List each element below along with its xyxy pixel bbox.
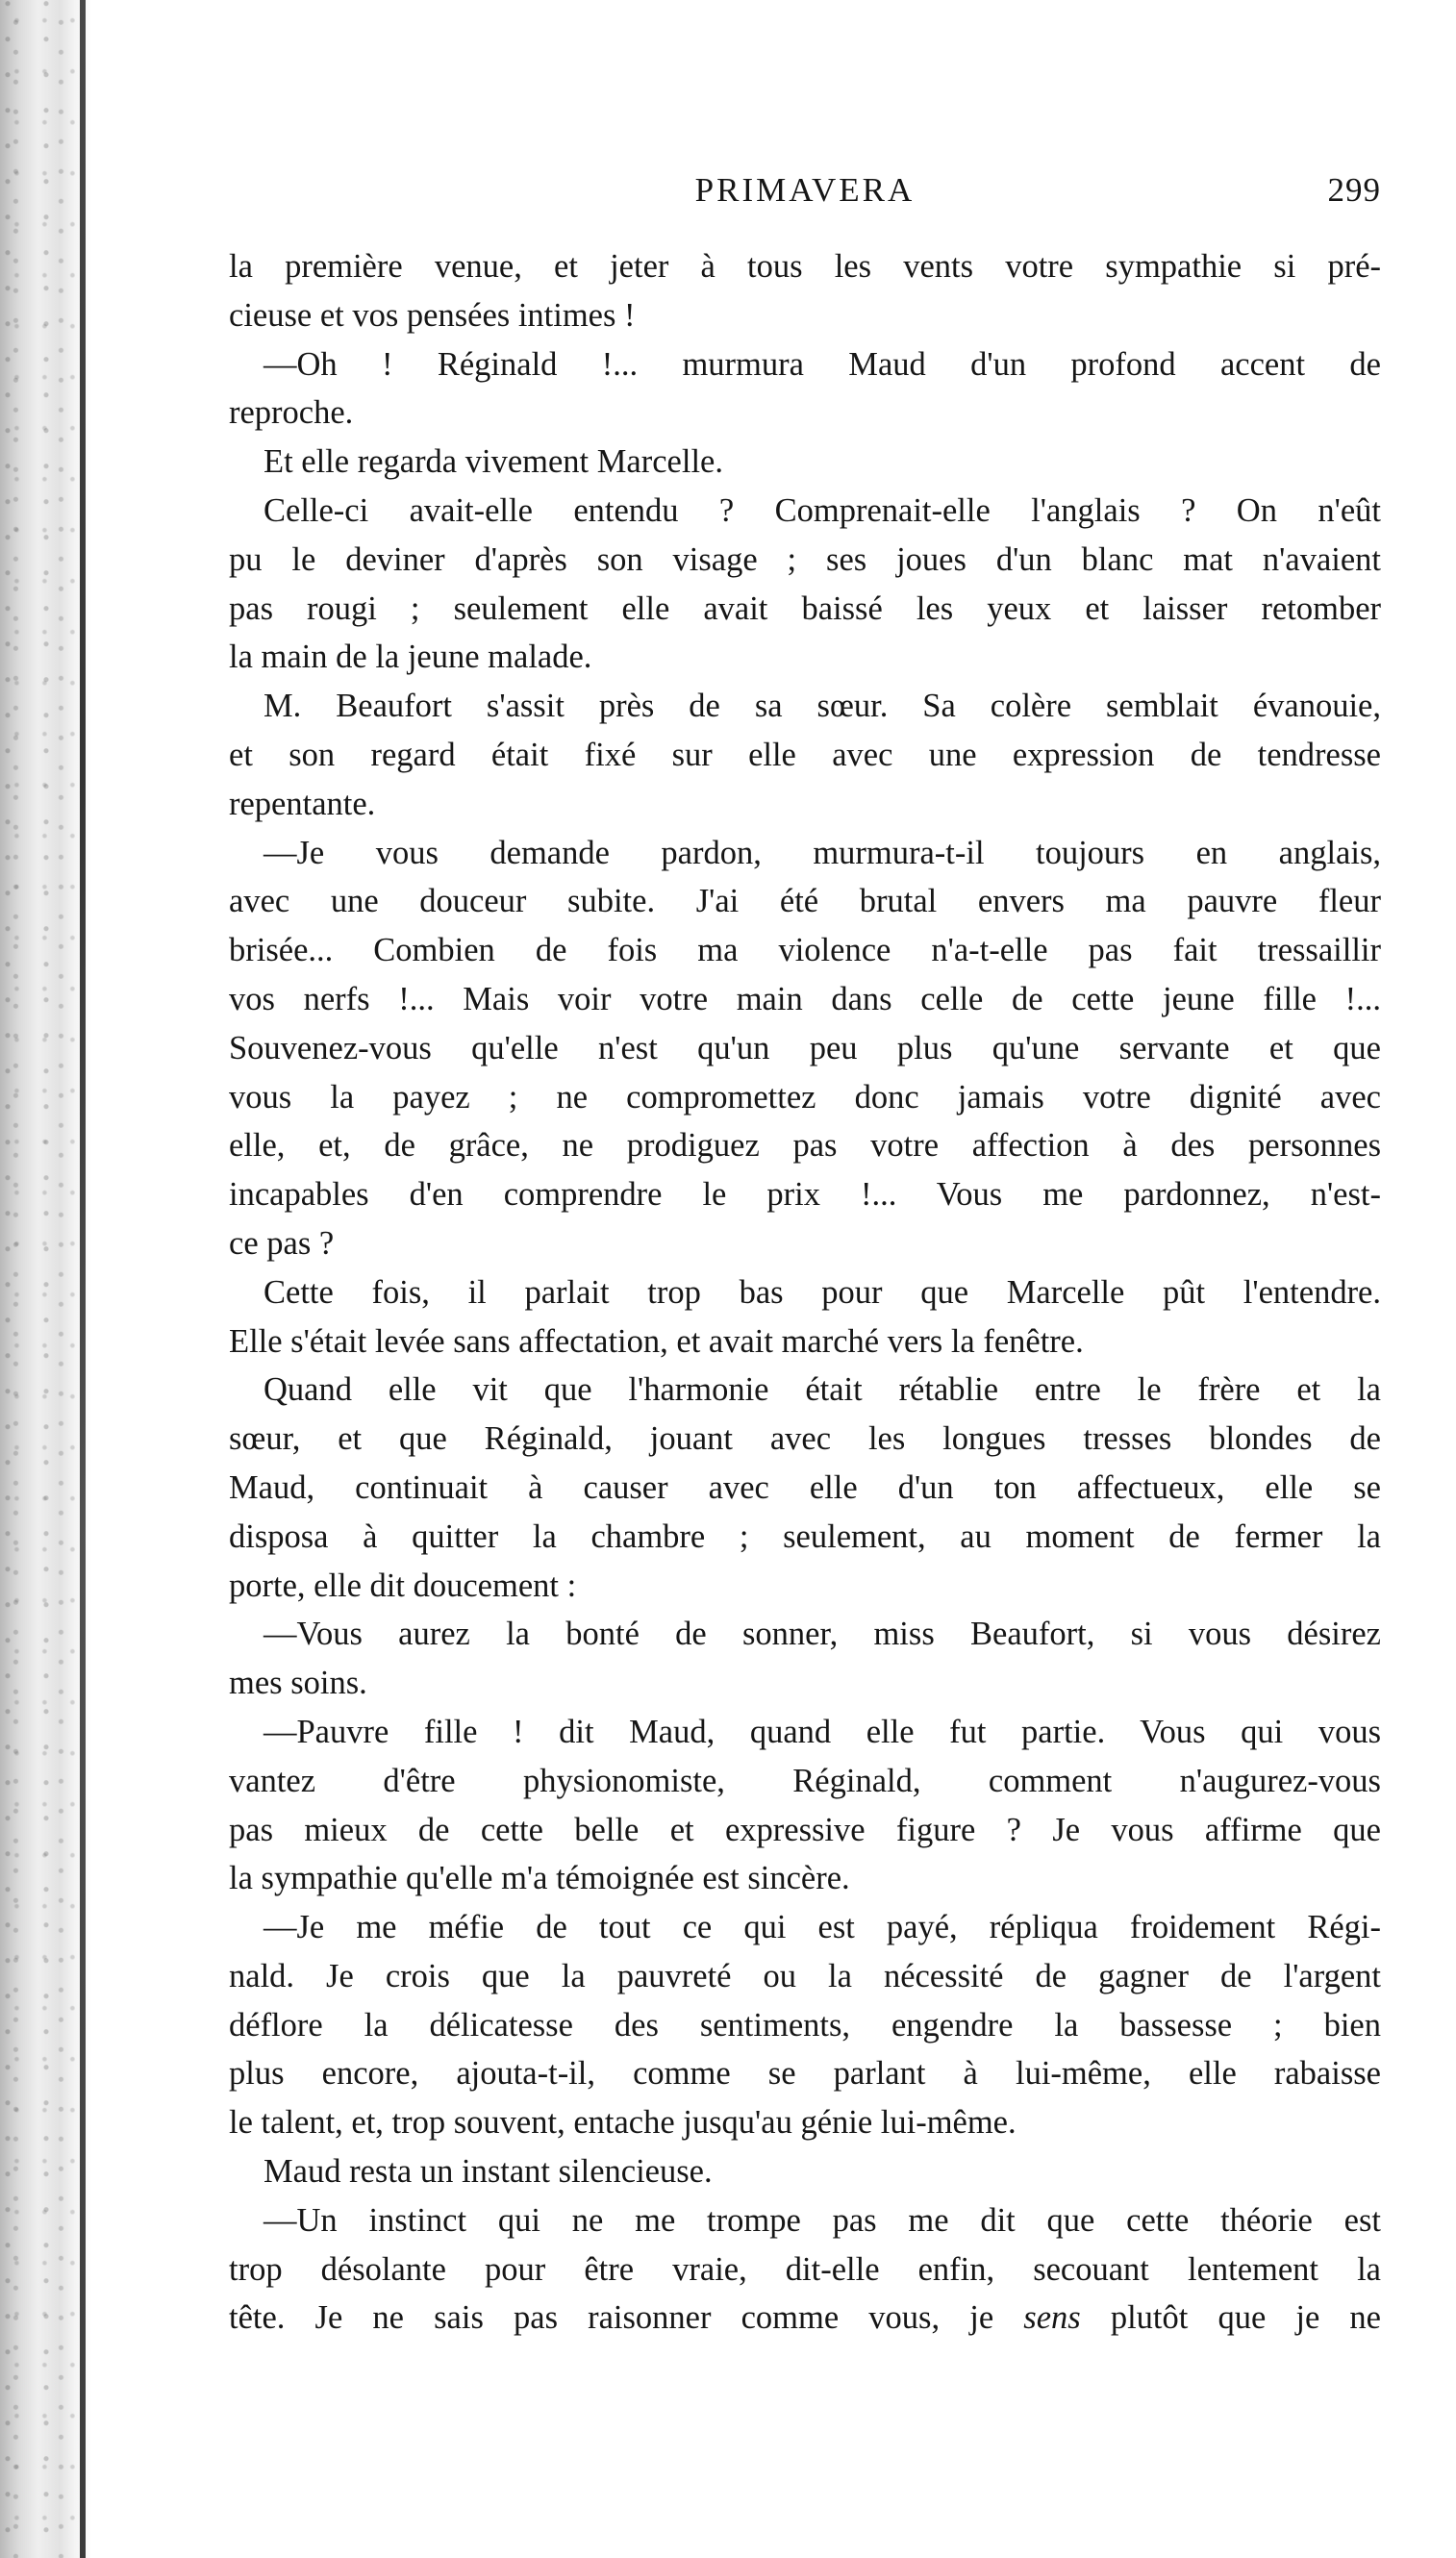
- text-line: Celle-ci avait-elle entendu ? Comprenait-elle l'anglais ? On n'eût: [264, 491, 1381, 529]
- scan-speckle: [0, 0, 77, 2558]
- text-line: la main de la jeune malade.: [229, 639, 592, 676]
- text-line: —Pauvre fille ! dit Maud, quand elle fut partie. Vous qui vous: [264, 1713, 1381, 1750]
- scan-binding-edge: [0, 0, 115, 2558]
- text-line: Et elle regarda vivement Marcelle.: [264, 443, 723, 481]
- running-title: PRIMAVERA: [694, 171, 916, 209]
- text-line: porte, elle dit doucement :: [229, 1567, 577, 1604]
- text-line: le talent, et, trop souvent, entache jusqu'au génie lui-même.: [229, 2104, 1017, 2142]
- text-line: mes soins.: [229, 1665, 367, 1702]
- text-line: avec une douceur subite. J'ai été brutal envers ma pauvre fleur: [229, 883, 1381, 920]
- text-line: —Je me méfie de tout ce qui est payé, répliqua froidement Régi-: [264, 1909, 1381, 1946]
- text-line: elle, et, de grâce, ne prodiguez pas votre affection à des personnes: [229, 1127, 1381, 1165]
- text-line: —Un instinct qui ne me trompe pas me dit que cette théorie est: [264, 2201, 1381, 2239]
- page-number: 299: [1327, 171, 1381, 209]
- text-line: vos nerfs !... Mais voir votre main dans celle de cette jeune fille !...: [229, 980, 1381, 1017]
- text-line: Cette fois, il parlait trop bas pour que Marcelle pût l'entendre.: [264, 1273, 1381, 1311]
- text-line: vous la payez ; ne compromettez donc jamais votre dignité avec: [229, 1078, 1381, 1116]
- text-line: pas mieux de cette belle et expressive figure ? Je vous affirme que: [229, 1811, 1381, 1848]
- text-line: brisée... Combien de fois ma violence n'a-t-elle pas fait tressaillir: [229, 932, 1381, 969]
- text-line: plus encore, ajouta-t-il, comme se parlant à lui-même, elle rabaisse: [229, 2055, 1381, 2093]
- text-line: Maud resta un instant silencieuse.: [264, 2153, 713, 2191]
- text-line: repentante.: [229, 785, 376, 822]
- text-line: pas rougi ; seulement elle avait baissé les yeux et laisser retomber: [229, 589, 1381, 627]
- text-line: incapables d'en comprendre le prix !... Vous me pardonnez, n'est-: [229, 1176, 1381, 1214]
- body-text: [229, 242, 1381, 2343]
- text-line: nald. Je crois que la pauvreté ou la nécessité de gagner de l'argent: [229, 1957, 1381, 1994]
- page-header: [229, 171, 1381, 219]
- text-line: Quand elle vit que l'harmonie était rétablie entre le frère et la: [264, 1371, 1381, 1409]
- text-line: —Vous aurez la bonté de sonner, miss Beaufort, si vous désirez: [264, 1616, 1381, 1653]
- text-line: cieuse et vos pensées intimes !: [229, 296, 636, 334]
- text-line: Elle s'était levée sans affectation, et avait marché vers la fenêtre.: [229, 1322, 1084, 1360]
- text-line: la sympathie qu'elle m'a témoignée est sincère.: [229, 1860, 850, 1897]
- text-segment: tête. Je ne sais pas raisonner comme vous, je: [229, 2299, 1024, 2337]
- text-line: Souvenez-vous qu'elle n'est qu'un peu plus qu'une servante et que: [229, 1029, 1381, 1066]
- text-line: —Oh ! Réginald !... murmura Maud d'un profond accent de: [264, 345, 1381, 383]
- text-line: ce pas ?: [229, 1224, 335, 1262]
- binding-shadow-line: [80, 0, 86, 2558]
- text-line-final: [229, 2294, 1381, 2343]
- text-line: —Je vous demande pardon, murmura-t-il toujours en anglais,: [264, 834, 1381, 871]
- text-segment: plutôt que je ne: [1080, 2299, 1381, 2337]
- text-line: trop désolante pour être vraie, dit-elle enfin, secouant lentement la: [229, 2250, 1381, 2288]
- emphasized-word: sens: [1023, 2299, 1081, 2337]
- text-line: disposa à quitter la chambre ; seulement, au moment de fermer la: [229, 1517, 1381, 1555]
- text-line: la première venue, et jeter à tous les vents votre sympathie si pré-: [229, 248, 1381, 285]
- text-line: déflore la délicatesse des sentiments, engendre la bassesse ; bien: [229, 2006, 1381, 2044]
- text-line: sœur, et que Réginald, jouant avec les longues tresses blondes de: [229, 1420, 1381, 1458]
- text-line: vantez d'être physionomiste, Réginald, comment n'augurez-vous: [229, 1762, 1381, 1799]
- text-line: reproche.: [229, 394, 354, 432]
- text-line: et son regard était fixé sur elle avec une expression de tendresse: [229, 736, 1381, 773]
- text-line: M. Beaufort s'assit près de sa sœur. Sa colère semblait évanouie,: [264, 688, 1381, 725]
- text-line: pu le deviner d'après son visage ; ses joues d'un blanc mat n'avaient: [229, 540, 1381, 578]
- text-line: Maud, continuait à causer avec elle d'un ton affectueux, elle se: [229, 1468, 1381, 1506]
